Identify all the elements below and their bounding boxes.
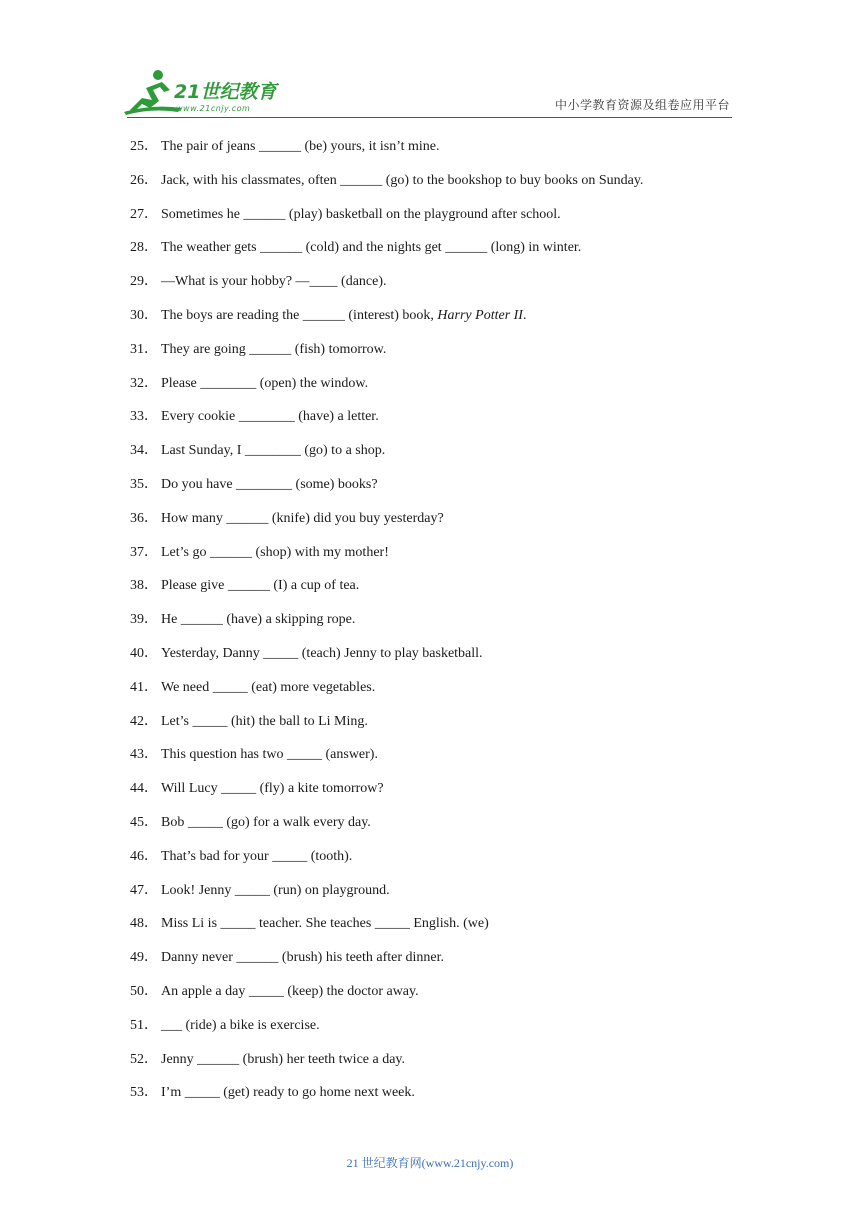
question-number: 46． (130, 848, 158, 864)
question-text (161, 207, 561, 222)
question-item (130, 880, 750, 914)
question-item (130, 542, 750, 576)
header-divider (127, 117, 732, 118)
question-number: 25． (130, 139, 158, 154)
question-text (161, 612, 355, 627)
header-tagline: 中小学教育资源及组卷应用平台 (554, 98, 730, 112)
question-sentence-end: . (522, 307, 527, 323)
question-number: 40． (130, 645, 158, 661)
question-text (161, 240, 581, 255)
question-sentence: Jenny ______ (brush) her teeth twice a day. (161, 1051, 406, 1067)
question-text (161, 815, 371, 830)
question-text (161, 984, 419, 999)
question-item (130, 744, 750, 778)
question-sentence: I’m _____ (get) ready to go home next week. (161, 1085, 415, 1101)
question-sentence: He ______ (have) a skipping rope. (161, 612, 356, 628)
question-text (161, 545, 389, 560)
runner-logo-icon (122, 68, 292, 116)
question-sentence: Let’s go ______ (shop) with my mother! (161, 544, 389, 560)
question-item (130, 440, 750, 474)
book-title: Harry Potter II (437, 307, 523, 323)
question-sentence: That’s bad for your _____ (tooth). (161, 848, 353, 864)
logo-text: 21世纪教育 (174, 81, 277, 103)
question-item (130, 373, 750, 407)
question-text (161, 1018, 320, 1033)
question-item (130, 913, 750, 947)
question-number: 26． (130, 172, 158, 188)
question-text (161, 916, 489, 931)
question-sentence: Sometimes he ______ (play) basketball on the playground after school. (161, 206, 561, 222)
question-item (130, 812, 750, 846)
question-sentence: Please give ______ (I) a cup of tea. (161, 578, 360, 594)
question-number: 27． (130, 206, 158, 222)
question-number: 48． (130, 916, 158, 932)
page-header (0, 0, 860, 125)
page-footer: 21 世纪教育网(www.21cnjy.com) (346, 1156, 514, 1170)
question-item (130, 474, 750, 508)
question-text (161, 781, 384, 796)
question-number: 29． (130, 274, 158, 290)
question-sentence: The boys are reading the ______ (interest) book, (161, 307, 438, 323)
question-text (161, 1052, 405, 1067)
question-item (130, 846, 750, 880)
question-sentence: Last Sunday, I ________ (go) to a shop. (161, 443, 386, 459)
question-text (161, 409, 379, 424)
question-text (161, 443, 385, 458)
question-sentence: Jack, with his classmates, often ______ (go) to the bookshop to buy books on Sunday. (161, 172, 644, 188)
question-item (130, 711, 750, 745)
question-text (161, 680, 375, 695)
question-item (130, 508, 750, 542)
question-number: 53． (130, 1085, 158, 1101)
question-number: 32． (130, 375, 158, 391)
question-sentence: The pair of jeans ______ (be) yours, it isn’t mine. (161, 139, 440, 154)
question-text (161, 308, 526, 323)
question-text (161, 950, 444, 965)
question-item (130, 305, 750, 339)
question-text (161, 173, 643, 188)
question-list (130, 136, 750, 1116)
question-item (130, 643, 750, 677)
question-text (161, 849, 352, 864)
question-text (161, 883, 390, 898)
question-item (130, 339, 750, 373)
question-number: 36． (130, 510, 158, 526)
question-text (161, 139, 440, 154)
question-item (130, 677, 750, 711)
question-sentence: They are going ______ (fish) tomorrow. (161, 341, 387, 357)
question-text (161, 1085, 415, 1100)
question-item (130, 1082, 750, 1116)
question-text (161, 646, 483, 661)
question-item (130, 170, 750, 204)
question-number: 44． (130, 781, 158, 797)
question-number: 33． (130, 409, 158, 425)
question-sentence: Every cookie ________ (have) a letter. (161, 409, 379, 425)
question-text (161, 274, 387, 289)
question-number: 42． (130, 713, 158, 729)
question-number: 45． (130, 814, 158, 830)
question-text (161, 477, 378, 492)
question-sentence: Danny never ______ (brush) his teeth after dinner. (161, 950, 445, 966)
question-text (161, 714, 368, 729)
question-item (130, 1015, 750, 1049)
question-number: 28． (130, 240, 158, 256)
logo-url: www.21cnjy.com (176, 104, 251, 113)
question-item (130, 271, 750, 305)
question-number: 38． (130, 578, 158, 594)
question-item (130, 136, 750, 170)
question-item (130, 406, 750, 440)
question-sentence: Look! Jenny _____ (run) on playground. (161, 882, 390, 898)
question-item (130, 237, 750, 271)
question-number: 52． (130, 1051, 158, 1067)
question-sentence: ___ (ride) a bike is exercise. (161, 1017, 320, 1033)
question-number: 50． (130, 983, 158, 999)
question-number: 35． (130, 476, 158, 492)
question-sentence: Miss Li is _____ teacher. She teaches _____ English. (we) (161, 916, 489, 932)
question-sentence: This question has two _____ (answer). (161, 747, 378, 763)
question-text (161, 511, 444, 526)
question-item (130, 204, 750, 238)
question-item (130, 947, 750, 981)
question-text (161, 747, 378, 762)
question-number: 37． (130, 544, 158, 560)
question-text (161, 342, 386, 357)
question-sentence: Will Lucy _____ (fly) a kite tomorrow? (161, 781, 384, 797)
question-sentence: Yesterday, Danny _____ (teach) Jenny to play basketball. (161, 645, 483, 661)
question-number: 51． (130, 1017, 158, 1033)
question-sentence: —What is your hobby? —____ (dance). (161, 274, 387, 290)
question-text (161, 376, 368, 391)
question-item (130, 609, 750, 643)
question-sentence: We need _____ (eat) more vegetables. (161, 679, 376, 695)
question-item (130, 1049, 750, 1083)
question-sentence: Do you have ________ (some) books? (161, 476, 378, 492)
logo (122, 68, 292, 116)
question-number: 49． (130, 950, 158, 966)
question-number: 47． (130, 882, 158, 898)
question-sentence: Bob _____ (go) for a walk every day. (161, 814, 371, 830)
question-sentence: Let’s _____ (hit) the ball to Li Ming. (161, 713, 368, 729)
question-number: 34． (130, 443, 158, 459)
question-sentence: Please ________ (open) the window. (161, 375, 369, 391)
question-item (130, 575, 750, 609)
question-number: 31． (130, 341, 158, 357)
question-number: 39． (130, 612, 158, 628)
question-text (161, 578, 359, 593)
question-number: 43． (130, 747, 158, 763)
question-number: 30． (130, 307, 158, 323)
question-item (130, 981, 750, 1015)
question-sentence: An apple a day _____ (keep) the doctor away. (161, 983, 419, 999)
question-sentence: How many ______ (knife) did you buy yesterday? (161, 510, 444, 526)
question-sentence: The weather gets ______ (cold) and the nights get ______ (long) in winter. (161, 240, 582, 256)
question-item (130, 778, 750, 812)
question-number: 41． (130, 679, 158, 695)
